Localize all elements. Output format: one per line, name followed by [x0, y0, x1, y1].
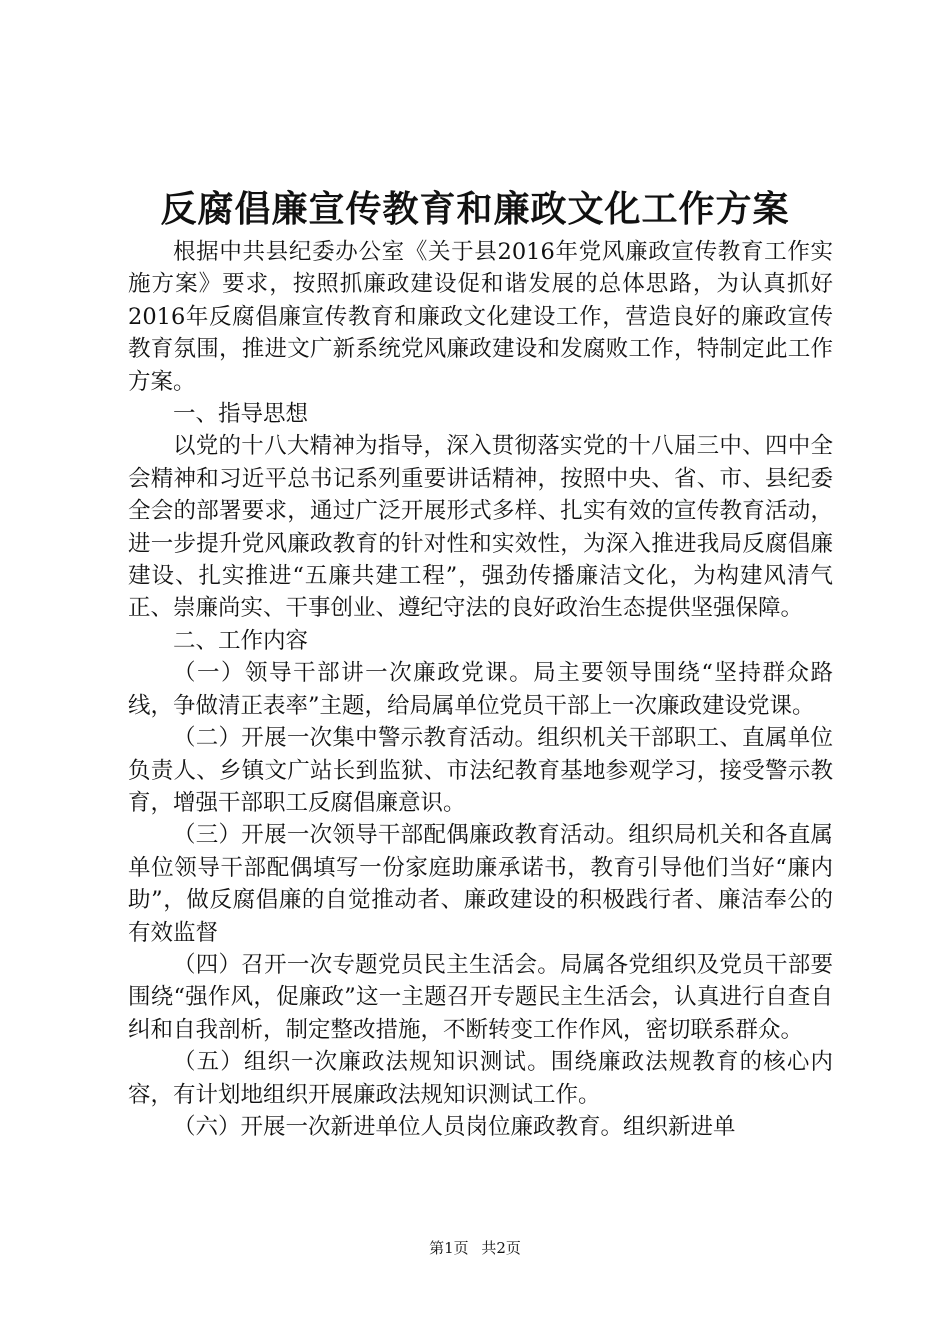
section-heading-work-content: 二、工作内容: [173, 627, 309, 654]
paragraph-intro: 根据中共县纪委办公室《关于县2016年党风廉政宣传教育工作实施方案》要求，按照抓廉政建设促和谐发展的总体思路，为认真抓好2016年反腐倡廉宣传教育和廉政文化建设工作，营造良好的廉政宣传教育氛围，推进文广新系统党风廉政建设和发腐败工作，特制定此工作方案。: [128, 239, 833, 395]
paragraph-item-1: （一）领导干部讲一次廉政党课。局主要领导围绕“坚持群众路线，争做清正表率”主题，给局属单位党员干部上一次廉政建设党课。: [128, 660, 833, 719]
paragraph-item-6: （六）开展一次新进单位人员岗位廉政教育。组织新进单: [173, 1113, 736, 1140]
paragraph-guiding-thought: 以党的十八大精神为指导，深入贯彻落实党的十八届三中、四中全会精神和习近平总书记系列重要讲话精神，按照中央、省、市、县纪委全会的部署要求，通过广泛开展形式多样、扎实有效的宣传教育活动，进一步提升党风廉政教育的针对性和实效性，为深入推进我局反腐倡廉建设、扎实推进“五廉共建工程”，强劲传播廉洁文化，为构建风清气正、崇廉尚实、干事创业、遵纪守法的良好政治生态提供坚强保障。: [128, 433, 833, 622]
page-number: 第1页: [429, 1239, 469, 1257]
paragraph-item-4: （四）召开一次专题党员民主生活会。局属各党组织及党员干部要围绕“强作风，促廉政”这一主题召开专题民主生活会，认真进行自查自纠和自我剖析，制定整改措施，不断转变工作作风，密切联系群众。: [128, 951, 833, 1043]
page-total: 共2页: [481, 1239, 521, 1257]
document-title: 反腐倡廉宣传教育和廉政文化工作方案: [160, 188, 790, 230]
section-heading-guiding-thought: 一、指导思想: [173, 401, 309, 428]
paragraph-item-2: （二）开展一次集中警示教育活动。组织机关干部职工、直属单位负责人、乡镇文广站长到监狱、市法纪教育基地参观学习，接受警示教育，增强干部职工反腐倡廉意识。: [128, 725, 833, 816]
document-body: [128, 236, 833, 1143]
page-footer: [0, 1238, 950, 1258]
paragraph-item-3: （三）开展一次领导干部配偶廉政教育活动。组织局机关和各直属单位领导干部配偶填写一份家庭助廉承诺书，教育引导他们当好“廉内助”，做反腐倡廉的自觉推动者、廉政建设的积极践行者、廉洁奉公的有效监督: [128, 822, 833, 946]
paragraph-item-5: （五）组织一次廉政法规知识测试。围绕廉政法规教育的核心内容，有计划地组织开展廉政法规知识测试工作。: [128, 1049, 833, 1108]
